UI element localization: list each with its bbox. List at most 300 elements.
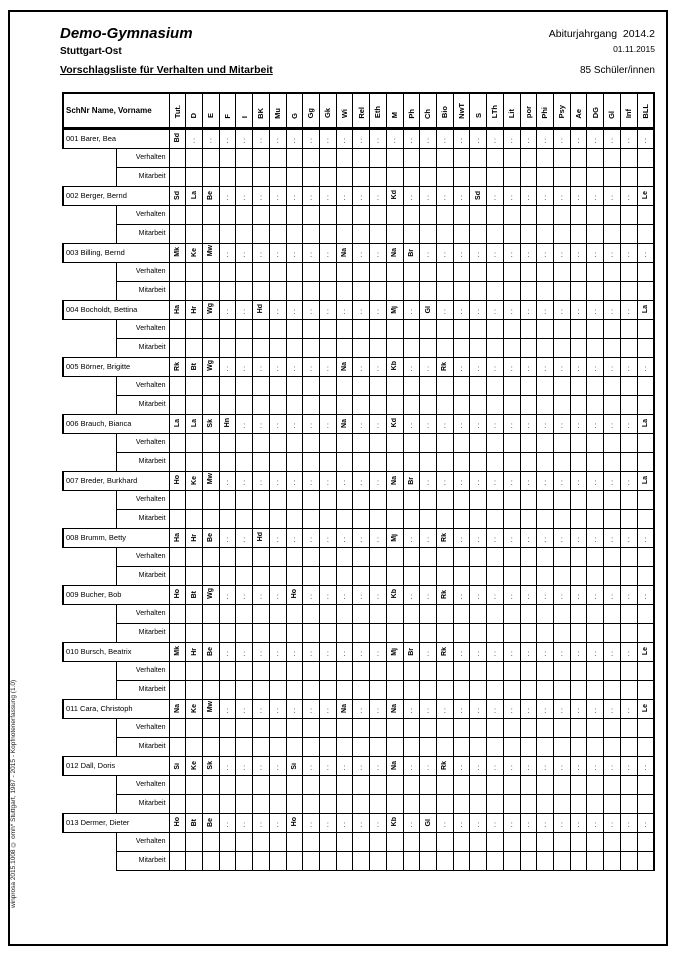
col-header-ae	[570, 93, 587, 128]
teacher-code: Sd	[173, 190, 181, 200]
teacher-code: La	[641, 305, 649, 314]
placeholder-mark: :	[594, 591, 597, 601]
teacher-code: Br	[407, 647, 415, 656]
entry-cell-mu	[269, 775, 286, 794]
entry-cell-eth	[370, 566, 387, 585]
report-body	[63, 128, 654, 870]
row-spacer	[63, 338, 116, 357]
entry-cell-bio	[437, 509, 454, 528]
school-location: Stuttgart-Ost	[60, 46, 122, 57]
entry-cell-i	[236, 604, 253, 623]
placeholder-mark: :	[360, 477, 363, 487]
grade-cell-gk	[319, 414, 336, 433]
entry-cell-psy	[554, 775, 571, 794]
placeholder-mark: :	[560, 477, 564, 487]
entry-cell-mu	[269, 794, 286, 813]
teacher-code: Si	[173, 762, 181, 770]
entry-cell-e	[202, 224, 219, 243]
entry-cell-gg	[303, 737, 320, 756]
grade-cell-por	[520, 471, 537, 490]
placeholder-mark: :	[460, 819, 463, 829]
entry-cell-ph	[403, 148, 420, 167]
grade-cell-inf	[620, 585, 637, 604]
grade-cell-por	[520, 585, 537, 604]
entry-cell-ph	[403, 167, 420, 186]
entry-cell-ch	[420, 604, 437, 623]
entry-cell-wi	[336, 262, 353, 281]
grade-cell-m	[386, 642, 403, 661]
entry-cell-bio	[437, 794, 454, 813]
entry-cell-ae	[570, 281, 587, 300]
grade-cell-e	[202, 471, 219, 490]
placeholder-mark: :	[310, 534, 313, 544]
entry-cell-inf	[620, 718, 637, 737]
grade-cell-bll	[637, 357, 654, 376]
entry-cell-ch	[420, 490, 437, 509]
entry-cell-s	[470, 566, 487, 585]
placeholder-mark: :	[310, 591, 313, 601]
placeholder-mark: :	[276, 705, 279, 715]
grade-cell-e	[202, 243, 219, 262]
entry-cell-ae	[570, 851, 587, 870]
grade-cell-tut	[169, 813, 186, 832]
grade-cell-tut	[169, 585, 186, 604]
placeholder-mark: :	[627, 192, 630, 202]
placeholder-mark: :	[477, 591, 480, 601]
entry-cell-m	[386, 395, 403, 414]
entry-cell-psy	[554, 832, 571, 851]
teacher-code: Hr	[190, 305, 198, 314]
entry-cell-g	[286, 281, 303, 300]
entry-cell-ch	[420, 794, 437, 813]
entry-cell-por	[520, 319, 537, 338]
entry-cell-wi	[336, 547, 353, 566]
entry-cell-gl	[604, 566, 621, 585]
entry-cell-gl	[604, 395, 621, 414]
grade-cell-ph	[403, 699, 420, 718]
grade-cell-inf	[620, 357, 637, 376]
entry-cell-ph	[403, 395, 420, 414]
grade-cell-psy	[554, 186, 571, 205]
entry-cell-ae	[570, 794, 587, 813]
grade-cell-phi	[537, 528, 554, 547]
placeholder-mark: :	[343, 306, 346, 316]
teacher-code: La	[190, 191, 198, 200]
placeholder-mark: :	[427, 477, 430, 487]
entry-cell-f	[219, 718, 236, 737]
entry-cell-nwt	[453, 851, 470, 870]
placeholder-mark: :	[276, 534, 279, 544]
teacher-code: Mj	[391, 533, 399, 542]
grade-cell-wi	[336, 128, 353, 148]
entry-cell-bio	[437, 832, 454, 851]
placeholder-mark: :	[510, 420, 513, 430]
entry-cell-por	[520, 205, 537, 224]
placeholder-mark: :	[610, 477, 614, 487]
grade-cell-ph	[403, 528, 420, 547]
entry-cell-wi	[336, 281, 353, 300]
entry-cell-tut	[169, 148, 186, 167]
student-main-row	[63, 813, 654, 832]
placeholder-mark: :	[627, 762, 630, 772]
entry-cell-f	[219, 490, 236, 509]
grade-cell-g	[286, 756, 303, 775]
entry-cell-lth	[487, 509, 504, 528]
entry-cell-psy	[554, 167, 571, 186]
placeholder-mark: :	[427, 534, 430, 544]
placeholder-mark: :	[427, 420, 430, 430]
placeholder-mark: :	[410, 363, 413, 373]
grade-cell-mu	[269, 300, 286, 319]
entry-cell-lth	[487, 623, 504, 642]
entry-cell-lth	[487, 737, 504, 756]
student-name: 004 Bocholdt, Bettina	[63, 300, 169, 319]
grade-cell-bio	[437, 414, 454, 433]
entry-cell-e	[202, 319, 219, 338]
entry-cell-lth	[487, 566, 504, 585]
placeholder-mark: :	[544, 135, 547, 145]
entry-cell-f	[219, 433, 236, 452]
entry-cell-m	[386, 167, 403, 186]
grade-cell-phi	[537, 699, 554, 718]
placeholder-mark: :	[577, 420, 580, 430]
entry-cell-d	[186, 775, 203, 794]
entry-cell-lit	[503, 281, 520, 300]
entry-cell-ae	[570, 452, 587, 471]
grade-cell-d	[186, 756, 203, 775]
grade-cell-eth	[370, 414, 387, 433]
placeholder-mark: :	[560, 135, 564, 145]
placeholder-mark: :	[226, 249, 229, 259]
entry-cell-phi	[537, 794, 554, 813]
placeholder-mark: :	[310, 249, 313, 259]
grade-cell-d	[186, 357, 203, 376]
grade-cell-gl	[604, 699, 621, 718]
student-name: 007 Breder, Burkhard	[63, 471, 169, 490]
placeholder-mark: :	[376, 477, 380, 487]
grade-cell-bio	[437, 699, 454, 718]
student-sub-row	[63, 832, 654, 851]
entry-cell-rel	[353, 718, 370, 737]
entry-cell-ph	[403, 224, 420, 243]
entry-cell-inf	[620, 262, 637, 281]
entry-cell-nwt	[453, 338, 470, 357]
entry-cell-mu	[269, 566, 286, 585]
grade-cell-bll	[637, 813, 654, 832]
row-spacer	[63, 718, 116, 737]
col-header-label: Gg	[306, 108, 316, 119]
teacher-code: Ho	[173, 817, 181, 827]
placeholder-mark: :	[510, 534, 513, 544]
entry-cell-por	[520, 224, 537, 243]
grade-cell-lth	[487, 642, 504, 661]
grade-cell-lit	[503, 528, 520, 547]
placeholder-mark: :	[493, 192, 497, 202]
grade-cell-ae	[570, 813, 587, 832]
entry-cell-d	[186, 604, 203, 623]
entry-cell-lit	[503, 452, 520, 471]
entry-cell-lit	[503, 832, 520, 851]
entry-cell-gg	[303, 319, 320, 338]
placeholder-mark: :	[427, 591, 430, 601]
teacher-code: Gl	[424, 306, 432, 314]
grade-cell-por	[520, 357, 537, 376]
sub-row-label: Mitarbeit	[116, 224, 169, 243]
placeholder-mark: :	[544, 477, 547, 487]
grade-cell-e	[202, 585, 219, 604]
entry-cell-m	[386, 794, 403, 813]
entry-cell-gk	[319, 718, 336, 737]
entry-cell-e	[202, 262, 219, 281]
entry-cell-phi	[537, 737, 554, 756]
grade-cell-mu	[269, 357, 286, 376]
grade-cell-ph	[403, 813, 420, 832]
grade-cell-d	[186, 186, 203, 205]
entry-cell-gk	[319, 433, 336, 452]
entry-cell-psy	[554, 205, 571, 224]
entry-cell-gk	[319, 490, 336, 509]
grade-cell-psy	[554, 699, 571, 718]
teacher-code: Le	[641, 191, 649, 200]
entry-cell-wi	[336, 490, 353, 509]
entry-cell-gg	[303, 566, 320, 585]
student-main-row	[63, 128, 654, 148]
grade-cell-m	[386, 186, 403, 205]
entry-cell-bio	[437, 547, 454, 566]
entry-cell-lth	[487, 718, 504, 737]
col-header-label: E	[206, 113, 216, 119]
entry-cell-bk	[253, 851, 270, 870]
entry-cell-phi	[537, 205, 554, 224]
grade-cell-m	[386, 699, 403, 718]
entry-cell-dg	[587, 718, 604, 737]
entry-cell-por	[520, 338, 537, 357]
student-main-row	[63, 357, 654, 376]
entry-cell-bk	[253, 395, 270, 414]
placeholder-mark: :	[326, 135, 329, 145]
placeholder-mark: :	[560, 819, 564, 829]
entry-cell-ph	[403, 718, 420, 737]
placeholder-mark: :	[226, 192, 229, 202]
entry-cell-nwt	[453, 737, 470, 756]
teacher-code: Ha	[173, 532, 181, 542]
grade-cell-i	[236, 186, 253, 205]
placeholder-mark: :	[326, 192, 329, 202]
entry-cell-f	[219, 547, 236, 566]
grade-cell-bk	[253, 357, 270, 376]
entry-cell-nwt	[453, 566, 470, 585]
grade-cell-bk	[253, 471, 270, 490]
entry-cell-g	[286, 566, 303, 585]
entry-cell-s	[470, 167, 487, 186]
placeholder-mark: :	[560, 762, 564, 772]
entry-cell-bk	[253, 509, 270, 528]
entry-cell-inf	[620, 319, 637, 338]
entry-cell-s	[470, 509, 487, 528]
entry-cell-gl	[604, 832, 621, 851]
col-header-f	[219, 93, 236, 128]
placeholder-mark: :	[443, 819, 446, 829]
placeholder-mark: :	[527, 762, 530, 772]
placeholder-mark: :	[443, 192, 446, 202]
teacher-code: Wg	[207, 302, 215, 314]
placeholder-mark: :	[460, 648, 463, 658]
placeholder-mark: :	[360, 705, 363, 715]
entry-cell-m	[386, 851, 403, 870]
grade-cell-s	[470, 243, 487, 262]
entry-cell-ae	[570, 718, 587, 737]
placeholder-mark: :	[376, 819, 380, 829]
grade-cell-nwt	[453, 642, 470, 661]
grade-cell-wi	[336, 357, 353, 376]
teacher-code: Be	[207, 532, 215, 542]
entry-cell-ae	[570, 338, 587, 357]
entry-cell-m	[386, 737, 403, 756]
placeholder-mark: :	[243, 477, 246, 487]
entry-cell-lit	[503, 490, 520, 509]
col-header-mu	[269, 93, 286, 128]
sub-row-label: Verhalten	[116, 319, 169, 338]
entry-cell-gl	[604, 433, 621, 452]
row-spacer	[63, 509, 116, 528]
placeholder-mark: :	[577, 306, 580, 316]
entry-cell-lth	[487, 148, 504, 167]
grade-cell-eth	[370, 128, 387, 148]
entry-cell-f	[219, 566, 236, 585]
grade-cell-bk	[253, 300, 270, 319]
teacher-code: Ho	[290, 589, 298, 599]
entry-cell-bio	[437, 718, 454, 737]
entry-cell-bk	[253, 604, 270, 623]
grade-cell-g	[286, 243, 303, 262]
placeholder-mark: :	[360, 534, 363, 544]
entry-cell-nwt	[453, 262, 470, 281]
entry-cell-psy	[554, 604, 571, 623]
placeholder-mark: :	[527, 135, 530, 145]
entry-cell-tut	[169, 319, 186, 338]
entry-cell-gg	[303, 851, 320, 870]
entry-cell-por	[520, 509, 537, 528]
placeholder-mark: :	[410, 306, 413, 316]
grade-cell-g	[286, 813, 303, 832]
grade-cell-m	[386, 756, 403, 775]
grade-cell-rel	[353, 642, 370, 661]
entry-cell-d	[186, 737, 203, 756]
entry-cell-i	[236, 623, 253, 642]
entry-cell-ae	[570, 737, 587, 756]
entry-cell-ph	[403, 566, 420, 585]
entry-cell-gg	[303, 509, 320, 528]
grade-cell-e	[202, 756, 219, 775]
grade-cell-lit	[503, 357, 520, 376]
entry-cell-inf	[620, 281, 637, 300]
teacher-code: Na	[341, 703, 349, 713]
placeholder-mark: :	[360, 648, 363, 658]
teacher-code: Be	[207, 646, 215, 656]
grade-cell-bio	[437, 813, 454, 832]
placeholder-mark: :	[627, 705, 630, 715]
entry-cell-psy	[554, 509, 571, 528]
entry-cell-bll	[637, 224, 654, 243]
col-header-label: Inf	[624, 109, 634, 119]
placeholder-mark: :	[326, 534, 329, 544]
placeholder-mark: :	[460, 705, 463, 715]
entry-cell-gk	[319, 566, 336, 585]
entry-cell-ae	[570, 148, 587, 167]
grade-cell-ae	[570, 642, 587, 661]
grade-cell-bll	[637, 528, 654, 547]
grade-cell-g	[286, 642, 303, 661]
entry-cell-lit	[503, 851, 520, 870]
grade-cell-ae	[570, 414, 587, 433]
placeholder-mark: :	[544, 762, 547, 772]
placeholder-mark: :	[293, 192, 296, 202]
grade-cell-phi	[537, 186, 554, 205]
grade-cell-psy	[554, 243, 571, 262]
student-main-row	[63, 186, 654, 205]
placeholder-mark: :	[376, 249, 380, 259]
teacher-code: Bt	[190, 363, 198, 371]
col-header-label: Wi	[339, 109, 349, 119]
placeholder-mark: :	[477, 534, 480, 544]
grade-cell-gk	[319, 585, 336, 604]
grade-cell-i	[236, 642, 253, 661]
entry-cell-gk	[319, 794, 336, 813]
entry-cell-phi	[537, 509, 554, 528]
col-header-tut	[169, 93, 186, 128]
grade-cell-gl	[604, 642, 621, 661]
sub-row-label: Mitarbeit	[116, 509, 169, 528]
entry-cell-tut	[169, 224, 186, 243]
grade-cell-lth	[487, 300, 504, 319]
placeholder-mark: :	[276, 306, 279, 316]
grade-cell-m	[386, 300, 403, 319]
entry-cell-wi	[336, 680, 353, 699]
entry-cell-bk	[253, 661, 270, 680]
placeholder-mark: :	[493, 306, 497, 316]
placeholder-mark: :	[493, 648, 497, 658]
grade-cell-tut	[169, 471, 186, 490]
grade-cell-psy	[554, 813, 571, 832]
entry-cell-rel	[353, 509, 370, 528]
entry-cell-s	[470, 547, 487, 566]
entry-cell-gg	[303, 718, 320, 737]
entry-cell-i	[236, 851, 253, 870]
student-sub-row	[63, 509, 654, 528]
entry-cell-inf	[620, 547, 637, 566]
entry-cell-psy	[554, 338, 571, 357]
entry-cell-i	[236, 547, 253, 566]
grade-cell-f	[219, 186, 236, 205]
grade-cell-d	[186, 414, 203, 433]
entry-cell-lit	[503, 262, 520, 281]
entry-cell-wi	[336, 509, 353, 528]
entry-cell-bio	[437, 167, 454, 186]
entry-cell-d	[186, 718, 203, 737]
entry-cell-s	[470, 851, 487, 870]
placeholder-mark: :	[510, 192, 513, 202]
entry-cell-gk	[319, 148, 336, 167]
grade-cell-dg	[587, 699, 604, 718]
grade-cell-gk	[319, 243, 336, 262]
entry-cell-d	[186, 167, 203, 186]
grade-cell-d	[186, 585, 203, 604]
grade-cell-phi	[537, 471, 554, 490]
placeholder-mark: :	[326, 477, 329, 487]
grade-cell-inf	[620, 128, 637, 148]
grade-cell-bk	[253, 186, 270, 205]
entry-cell-phi	[537, 566, 554, 585]
